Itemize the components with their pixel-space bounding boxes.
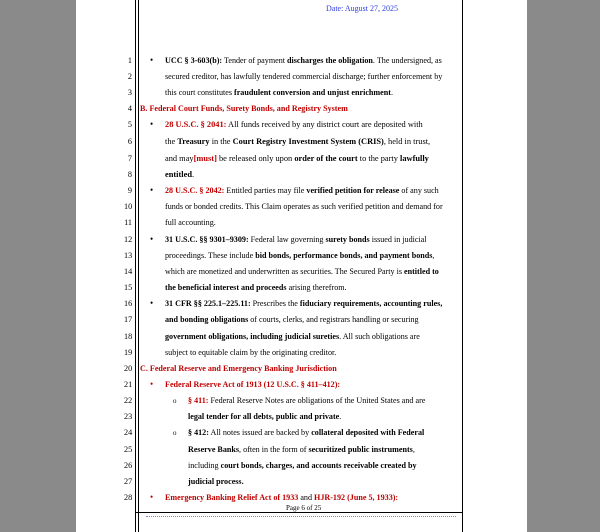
line-number: 3 [127,88,132,97]
line-number: 24 [124,428,133,437]
circle-bullet-icon: o [173,429,177,437]
document-page [76,0,527,532]
text-line-8: entitled. [165,170,195,179]
line-number: 28 [124,493,133,502]
margin-rule-left-inner [138,0,139,532]
line-number: 13 [124,251,133,260]
text-line-10: funds or bonded credits. This Claim operates as such verified petition and demand for [165,202,443,211]
line-number: 18 [124,332,133,341]
line-number: 2 [127,72,132,81]
margin-rule-left-outer [135,0,136,532]
text-line-15: the beneficial interest and proceeds arising therefrom. [165,283,347,292]
text-line-21: Federal Reserve Act of 1913 (12 U.S.C. § 411–412): [165,380,341,389]
line-number: 26 [124,461,133,470]
line-number: 23 [124,412,133,421]
circle-bullet-icon: o [173,397,177,405]
text-line-26: including court bonds, charges, and accounts receivable created by [188,461,417,470]
text-line-2: secured creditor, has lawfully tendered commercial discharge; further enforcement by [165,72,443,81]
text-line-12: 31 U.S.C. §§ 9301–9309: Federal law governing surety bonds issued in judicial [165,235,427,244]
line-number: 14 [124,267,133,276]
line-number: 11 [124,218,132,227]
line-number: 16 [124,299,133,308]
bullet-icon: • [150,55,154,65]
bullet-icon: • [150,234,154,244]
section-heading-b: B. Federal Court Funds, Surety Bonds, and Registry System [140,104,348,113]
line-number: 6 [127,137,132,146]
margin-rule-right [462,0,463,532]
footer-fine-print [146,516,456,519]
line-number: 8 [127,170,132,179]
text-line-1: UCC § 3-603(b): Tender of payment discharges the obligation. The undersigned, as [165,56,442,65]
text-line-9: 28 U.S.C. § 2042: Entitled parties may file verified petition for release of any such [165,186,439,195]
text-line-22: § 411: Federal Reserve Notes are obligations of the United States and are [188,396,426,405]
line-number: 12 [124,235,133,244]
line-number: 27 [124,477,133,486]
text-line-28: Emergency Banking Relief Act of 1933 and HJR-192 (June 5, 1933): [165,493,399,502]
bullet-icon: • [150,492,154,502]
text-line-5: 28 U.S.C. § 2041: All funds received by any district court are deposited with [165,120,423,129]
text-line-13: proceedings. These include bid bonds, performance bonds, and payment bonds, [165,251,435,260]
text-line-24: § 412: All notes issued are backed by collateral deposited with Federal [188,428,425,437]
text-line-17: and bonding obligations of courts, clerks, and registrars handling or securing [165,315,419,324]
text-line-18: government obligations, including judicial sureties. All such obligations are [165,332,420,341]
document-date: Date: August 27, 2025 [326,4,398,13]
page-number: Page 6 of 25 [286,504,322,512]
text-line-16: 31 CFR §§ 225.1–225.11: Prescribes the fiduciary requirements, accounting rules, [165,299,443,308]
line-number: 25 [124,445,133,454]
text-line-27: judicial process. [188,477,244,486]
text-line-14: which are monetized and underwritten as securities. The Secured Party is entitled to [165,267,439,276]
section-heading-c: C. Federal Reserve and Emergency Banking Jurisdiction [140,364,337,373]
line-number: 22 [124,396,133,405]
line-number: 4 [127,104,132,113]
line-number: 17 [124,315,133,324]
line-number: 15 [124,283,133,292]
text-line-23: legal tender for all debts, public and private. [188,412,342,421]
text-line-11: full accounting. [165,218,216,227]
bullet-icon: • [150,379,154,389]
text-line-25: Reserve Banks, often in the form of securitized public instruments, [188,445,415,454]
line-number: 19 [124,348,133,357]
text-line-6: the Treasury in the Court Registry Investment System (CRIS), held in trust, [165,137,431,146]
line-number: 1 [127,56,132,65]
line-number: 7 [127,154,132,163]
line-number: 9 [127,186,132,195]
line-number: 5 [127,120,132,129]
line-number: 20 [124,364,133,373]
text-line-3: this court constitutes fraudulent conversion and unjust enrichment. [165,88,393,97]
bullet-icon: • [150,119,154,129]
bullet-icon: • [150,185,154,195]
text-line-7: and may[must] be released only upon order of the court to the party lawfully [165,154,429,163]
text-line-19: subject to equitable claim by the originating creditor. [165,348,337,357]
bullet-icon: • [150,298,154,308]
line-number: 10 [124,202,133,211]
bottom-rule [135,512,463,513]
line-number: 21 [124,380,133,389]
